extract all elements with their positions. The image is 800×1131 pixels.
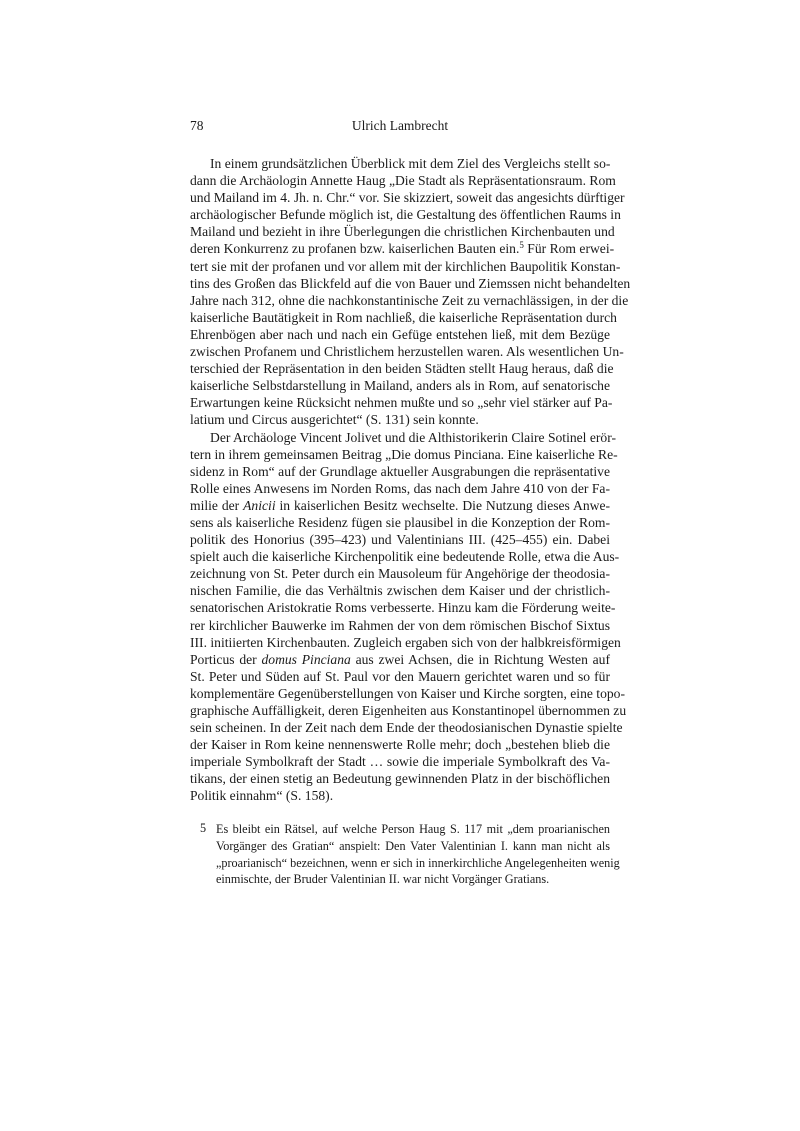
- text-span: terschied der Repräsentation in den beiden Städten stellt Haug heraus, daß die: [190, 361, 614, 377]
- text-span: Jahre nach 312, ohne die nachkonstantinische Zeit zu vernachlässigen, in der die: [190, 292, 629, 308]
- text-line: [190, 309, 617, 326]
- text-line: [190, 394, 613, 411]
- text-span: zwischen Profanem und Christlichem herzustellen waren. Als wesentlichen Un-: [190, 344, 624, 360]
- text-span: tikans, der einen stetig an Bedeutung gewinnenden Platz in der bischöflichen: [190, 771, 610, 787]
- text-line: [190, 497, 610, 514]
- text-span: und Mailand im 4. Jh. n. Chr.“ vor. Sie skizziert, soweit das angesichts dürftiger: [190, 190, 625, 206]
- text-line: [190, 753, 610, 770]
- text-line: [216, 821, 610, 838]
- text-line: [190, 223, 615, 240]
- text-line: [190, 668, 610, 685]
- text-line: [190, 582, 610, 599]
- text-line: [190, 172, 616, 189]
- text-span: Es bleibt ein Rätsel, auf welche Person Haug S. 117 mit „dem proarianischen: [216, 822, 610, 836]
- text-line: [190, 702, 627, 719]
- footnotes: [200, 821, 620, 888]
- paragraph-1: [190, 155, 631, 429]
- text-span: Porticus der: [190, 651, 262, 667]
- text-line: [190, 377, 610, 394]
- text-line: [190, 565, 610, 582]
- text-line: [190, 617, 610, 634]
- paragraph-2: [190, 429, 627, 805]
- footnote-text: [216, 821, 620, 888]
- text-span: milie der: [190, 497, 244, 513]
- text-span: senatorischen Aristokratie Roms verbesserte. Hinzu kam die Förderung weite-: [190, 600, 616, 616]
- text-line: [216, 871, 610, 888]
- text-line: [190, 514, 610, 531]
- text-line: [190, 360, 614, 377]
- text-span: kaiserliche Bautätigkeit in Rom nachließ, die kaiserliche Repräsentation durch: [190, 309, 617, 325]
- text-span: der Kaiser in Rom keine nennenswerte Rolle mehr; doch „bestehen blieb die: [190, 737, 610, 753]
- text-line: [190, 634, 621, 651]
- text-span: Politik einnahm“ (S. 158).: [190, 788, 334, 804]
- text-span: tins des Großen das Blickfeld auf die von Bauer und Ziemssen nicht behandelten: [190, 275, 631, 291]
- text-line: [190, 189, 625, 206]
- text-line: [190, 599, 616, 616]
- text-span: politik des Honorius (395–423) und Valentinians III. (425–455) ein. Dabei: [190, 532, 610, 548]
- text-span: spielt auch die kaiserliche Kirchenpolitik eine bedeutende Rolle, etwa die Aus-: [190, 549, 620, 565]
- text-line: [190, 206, 621, 223]
- text-line: [190, 770, 610, 787]
- text-span: Vorgänger des Gratian“ anspielt: Den Vater Valentinian I. kann man nicht als: [216, 838, 610, 853]
- text-line: [190, 736, 610, 753]
- text-span: Für Rom erwei-: [523, 241, 615, 257]
- text-span: Mailand und bezieht in ihre Überlegungen die christlichen Kirchenbauten und: [190, 224, 615, 240]
- text-span: deren Konkurrenz zu profanen bzw. kaiserlichen Bauten ein.: [190, 241, 520, 257]
- text-line: [190, 548, 620, 565]
- text-line: [190, 258, 621, 275]
- text-line: [190, 787, 610, 804]
- text-line: [190, 685, 625, 702]
- text-line: [190, 292, 629, 309]
- text-span: In einem grundsätzlichen Überblick mit dem Ziel des Vergleichs stellt so-: [210, 156, 611, 171]
- page-header: [190, 118, 610, 136]
- text-line: [190, 480, 610, 497]
- text-line: [190, 446, 618, 463]
- text-line: [190, 531, 610, 548]
- text-span: tert sie mit der profanen und vor allem mit der kirchlichen Baupolitik Konstan-: [190, 258, 621, 274]
- text-span: tern in ihrem gemeinsamen Beitrag „Die domus Pinciana. Eine kaiserliche Re-: [190, 446, 618, 462]
- text-span: Ehrenbögen aber nach und nach ein Gefüge entstehen ließ, mit dem Bezüge: [190, 326, 610, 342]
- text-line: [216, 855, 620, 872]
- text-span: „proarianisch“ bezeichnen, wenn er sich in innerkirchliche Angelegenheiten wenig: [216, 855, 620, 870]
- text-line: [190, 411, 610, 428]
- text-span: kaiserliche Selbstdarstellung in Mailand, anders als in Rom, auf senatorische: [190, 378, 610, 394]
- text-span: sens als kaiserliche Residenz fügen sie plausibel in die Konzeption der Rom-: [190, 514, 610, 530]
- body-text: [190, 155, 631, 805]
- running-head: Ulrich Lambrecht: [351, 118, 449, 133]
- text-line: [190, 240, 615, 257]
- text-span: sidenz in Rom“ auf der Grundlage aktueller Ausgrabungen die repräsentative: [190, 463, 610, 479]
- text-span: zeichnung von St. Peter durch ein Mausoleum für Angehörige der theodosia-: [190, 566, 610, 582]
- text-span: nischen Familie, die das Verhältnis zwischen dem Kaiser und der christlich-: [190, 583, 610, 599]
- text-span: imperiale Symbolkraft der Stadt … sowie die imperiale Symbolkraft des Va-: [190, 754, 610, 770]
- text-span: III. initiierten Kirchenbauten. Zugleich ergaben sich von der halbkreisförmigen: [190, 634, 621, 650]
- italic-text: Anicii: [243, 497, 276, 513]
- text-span: aus zwei Achsen, die in Richtung Westen auf: [350, 651, 610, 667]
- text-span: sein scheinen. In der Zeit nach dem Ende der theodosianischen Dynastie spielte: [190, 720, 623, 736]
- text-span: rer kirchlicher Bauwerke im Rahmen der von dem römischen Bischof Sixtus: [190, 617, 610, 633]
- text-span: archäologischer Befunde möglich ist, die Gestaltung des öffentlichen Raums in: [190, 207, 621, 223]
- text-line: [190, 429, 616, 446]
- text-span: Erwartungen keine Rücksicht nehmen mußte und so „sehr viel stärker auf Pa-: [190, 395, 613, 411]
- text-span: komplementäre Gegenüberstellungen von Kaiser und Kirche sorgten, eine topo-: [190, 685, 625, 701]
- text-span: graphische Auffälligkeit, deren Eigenheiten aus Konstantinopel übernommen zu: [190, 703, 627, 718]
- text-span: Der Archäologe Vincent Jolivet und die Althistorikerin Claire Sotinel erör-: [210, 429, 616, 445]
- text-span: St. Peter und Süden auf St. Paul vor den Mauern gerichtet waren und so für: [190, 668, 610, 684]
- text-line: [216, 838, 610, 855]
- footnote-number: 5: [200, 821, 207, 835]
- text-span: in kaiserlichen Besitz wechselte. Die Nutzung dieses Anwe-: [275, 497, 610, 513]
- text-line: [190, 651, 610, 668]
- footnote-reference: 5: [519, 240, 524, 251]
- text-line: [190, 719, 623, 736]
- italic-text: domus Pinciana: [261, 651, 351, 667]
- text-line: [190, 326, 610, 343]
- text-span: Rolle eines Anwesens im Norden Roms, das nach dem Jahre 410 von der Fa-: [190, 480, 610, 496]
- text-line: [190, 343, 624, 360]
- text-span: dann die Archäologin Annette Haug „Die Stadt als Repräsentationsraum. Rom: [190, 173, 616, 189]
- page-number: 78: [190, 118, 204, 133]
- text-line: [190, 463, 610, 480]
- text-line: [190, 155, 610, 172]
- text-span: latium und Circus ausgerichtet“ (S. 131) sein konnte.: [190, 412, 479, 428]
- text-line: [190, 275, 631, 292]
- text-span: einmischte, der Bruder Valentinian II. war nicht Vorgänger Gratians.: [216, 872, 550, 887]
